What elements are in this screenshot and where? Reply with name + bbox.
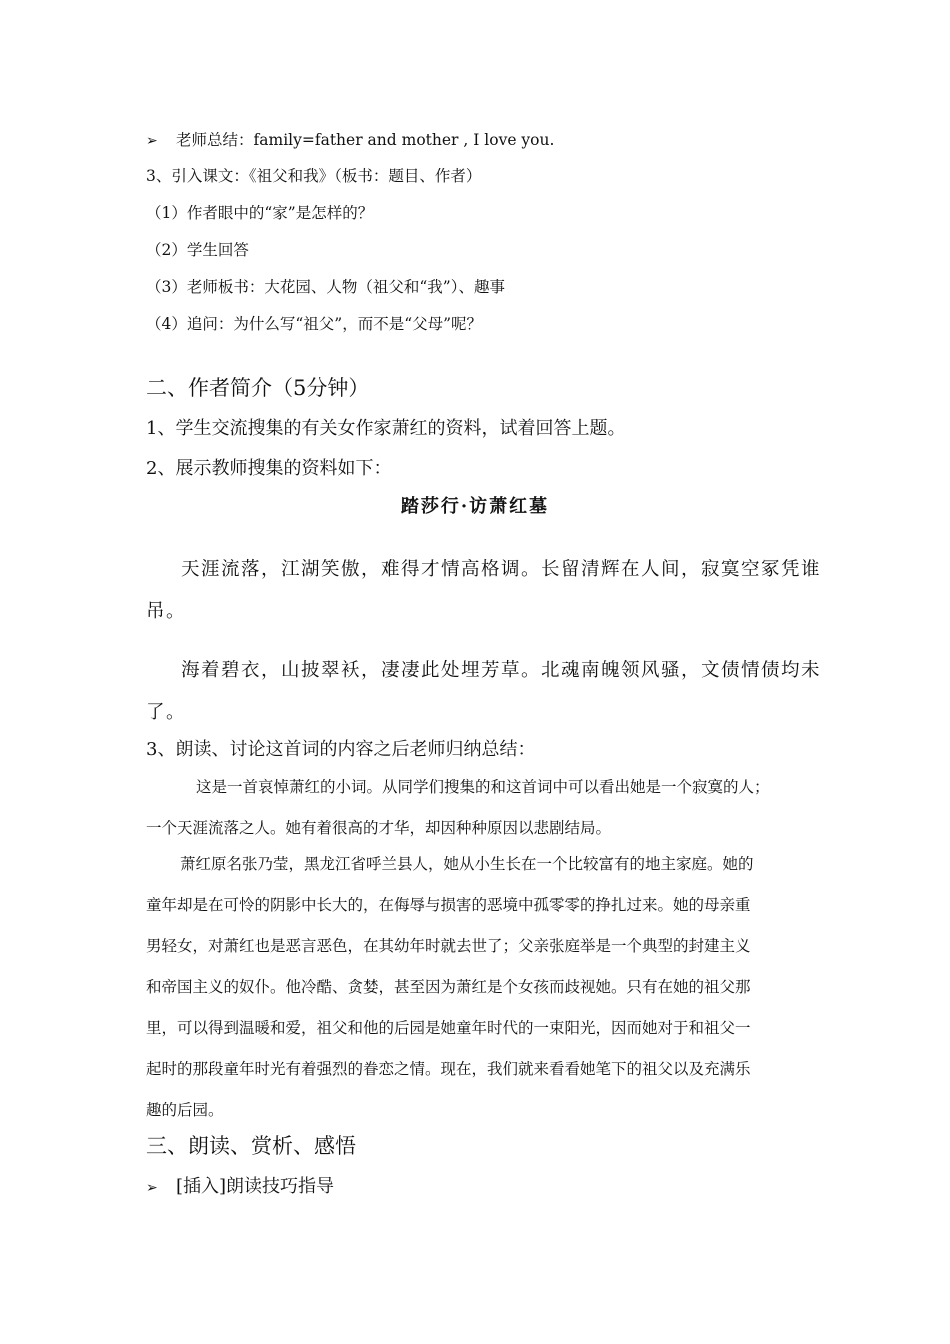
question-1: （1）作者眼中的“家”是怎样的？ bbox=[146, 204, 374, 222]
poem-stanza1-line2: 吊。 bbox=[146, 601, 187, 622]
question-4: （4）追问：为什么写“祖父”，而不是“父母”呢？ bbox=[146, 315, 483, 333]
summary-para-line2: 一个天涯流落之人。她有着很高的才华，却因种种原因以悲剧结局。 bbox=[146, 819, 612, 837]
bio-line: 起时的那段童年时光有着强烈的眷恋之情。现在，我们就来看看她笔下的祖父以及充满乐 bbox=[146, 1060, 751, 1078]
summary-text: family=father and mother , I love you. bbox=[253, 131, 555, 149]
section2-heading: 二、作者简介（5分钟） bbox=[146, 376, 370, 400]
poem-title: 踏莎行·访萧红墓 bbox=[400, 496, 550, 517]
bio-line: 趣的后园。 bbox=[146, 1101, 224, 1119]
poem-stanza2-line1: 海着碧衣，山披翠袄，凄凄此处埋芳草。北魂南魄领风骚，文债情债均未 bbox=[181, 660, 822, 681]
summary-line bbox=[146, 128, 554, 150]
poem-stanza2-line2: 了。 bbox=[146, 702, 187, 723]
arrowhead-bullet-icon: ➢ bbox=[146, 1180, 158, 1196]
section2-item1: 1、学生交流搜集的有关女作家萧红的资料，试着回答上题。 bbox=[146, 418, 626, 439]
poem-stanza1-line1: 天涯流落，江湖笑傲，难得才情高格调。长留清辉在人间，寂寞空冢凭谁 bbox=[181, 559, 822, 580]
bio-line: 里，可以得到温暖和爱，祖父和他的后园是她童年时代的一束阳光，因而她对于和祖父一 bbox=[146, 1019, 751, 1037]
question-3: （3）老师板书：大花园、人物（祖父和“我”）、趣事 bbox=[146, 278, 505, 296]
section2-item2: 2、展示教师搜集的资料如下： bbox=[146, 458, 392, 479]
summary-para-line1: 这是一首哀悼萧红的小词。从同学们搜集的和这首词中可以看出她是一个寂寞的人； bbox=[196, 778, 770, 796]
section3-item1-text: [插入]朗读技巧指导 bbox=[176, 1176, 335, 1197]
section2-item3: 3、朗读、讨论这首词的内容之后老师归纳总结： bbox=[146, 739, 536, 760]
bio-line: 男轻女，对萧红也是恶言恶色，在其幼年时就去世了；父亲张庭举是一个典型的封建主义 bbox=[146, 937, 751, 955]
section3-heading: 三、朗读、赏析、感悟 bbox=[146, 1134, 356, 1158]
section3-item1 bbox=[146, 1172, 334, 1198]
arrowhead-bullet-icon: ➢ bbox=[146, 133, 158, 149]
bio-line: 和帝国主义的奴仆。他冷酷、贪婪，甚至因为萧红是个女孩而歧视她。只有在她的祖父那 bbox=[146, 978, 751, 996]
bio-line: 萧红原名张乃莹，黑龙江省呼兰县人，她从小生长在一个比较富有的地主家庭。她的 bbox=[180, 855, 754, 873]
step3-text: 3、引入课文：《祖父和我》（板书：题目、作者） bbox=[146, 167, 482, 185]
summary-prefix: 老师总结： bbox=[176, 131, 254, 149]
question-2: （2）学生回答 bbox=[146, 241, 249, 259]
bio-line: 童年却是在可怜的阴影中长大的，在侮辱与损害的恶境中孤零零的挣扎过来。她的母亲重 bbox=[146, 896, 751, 914]
